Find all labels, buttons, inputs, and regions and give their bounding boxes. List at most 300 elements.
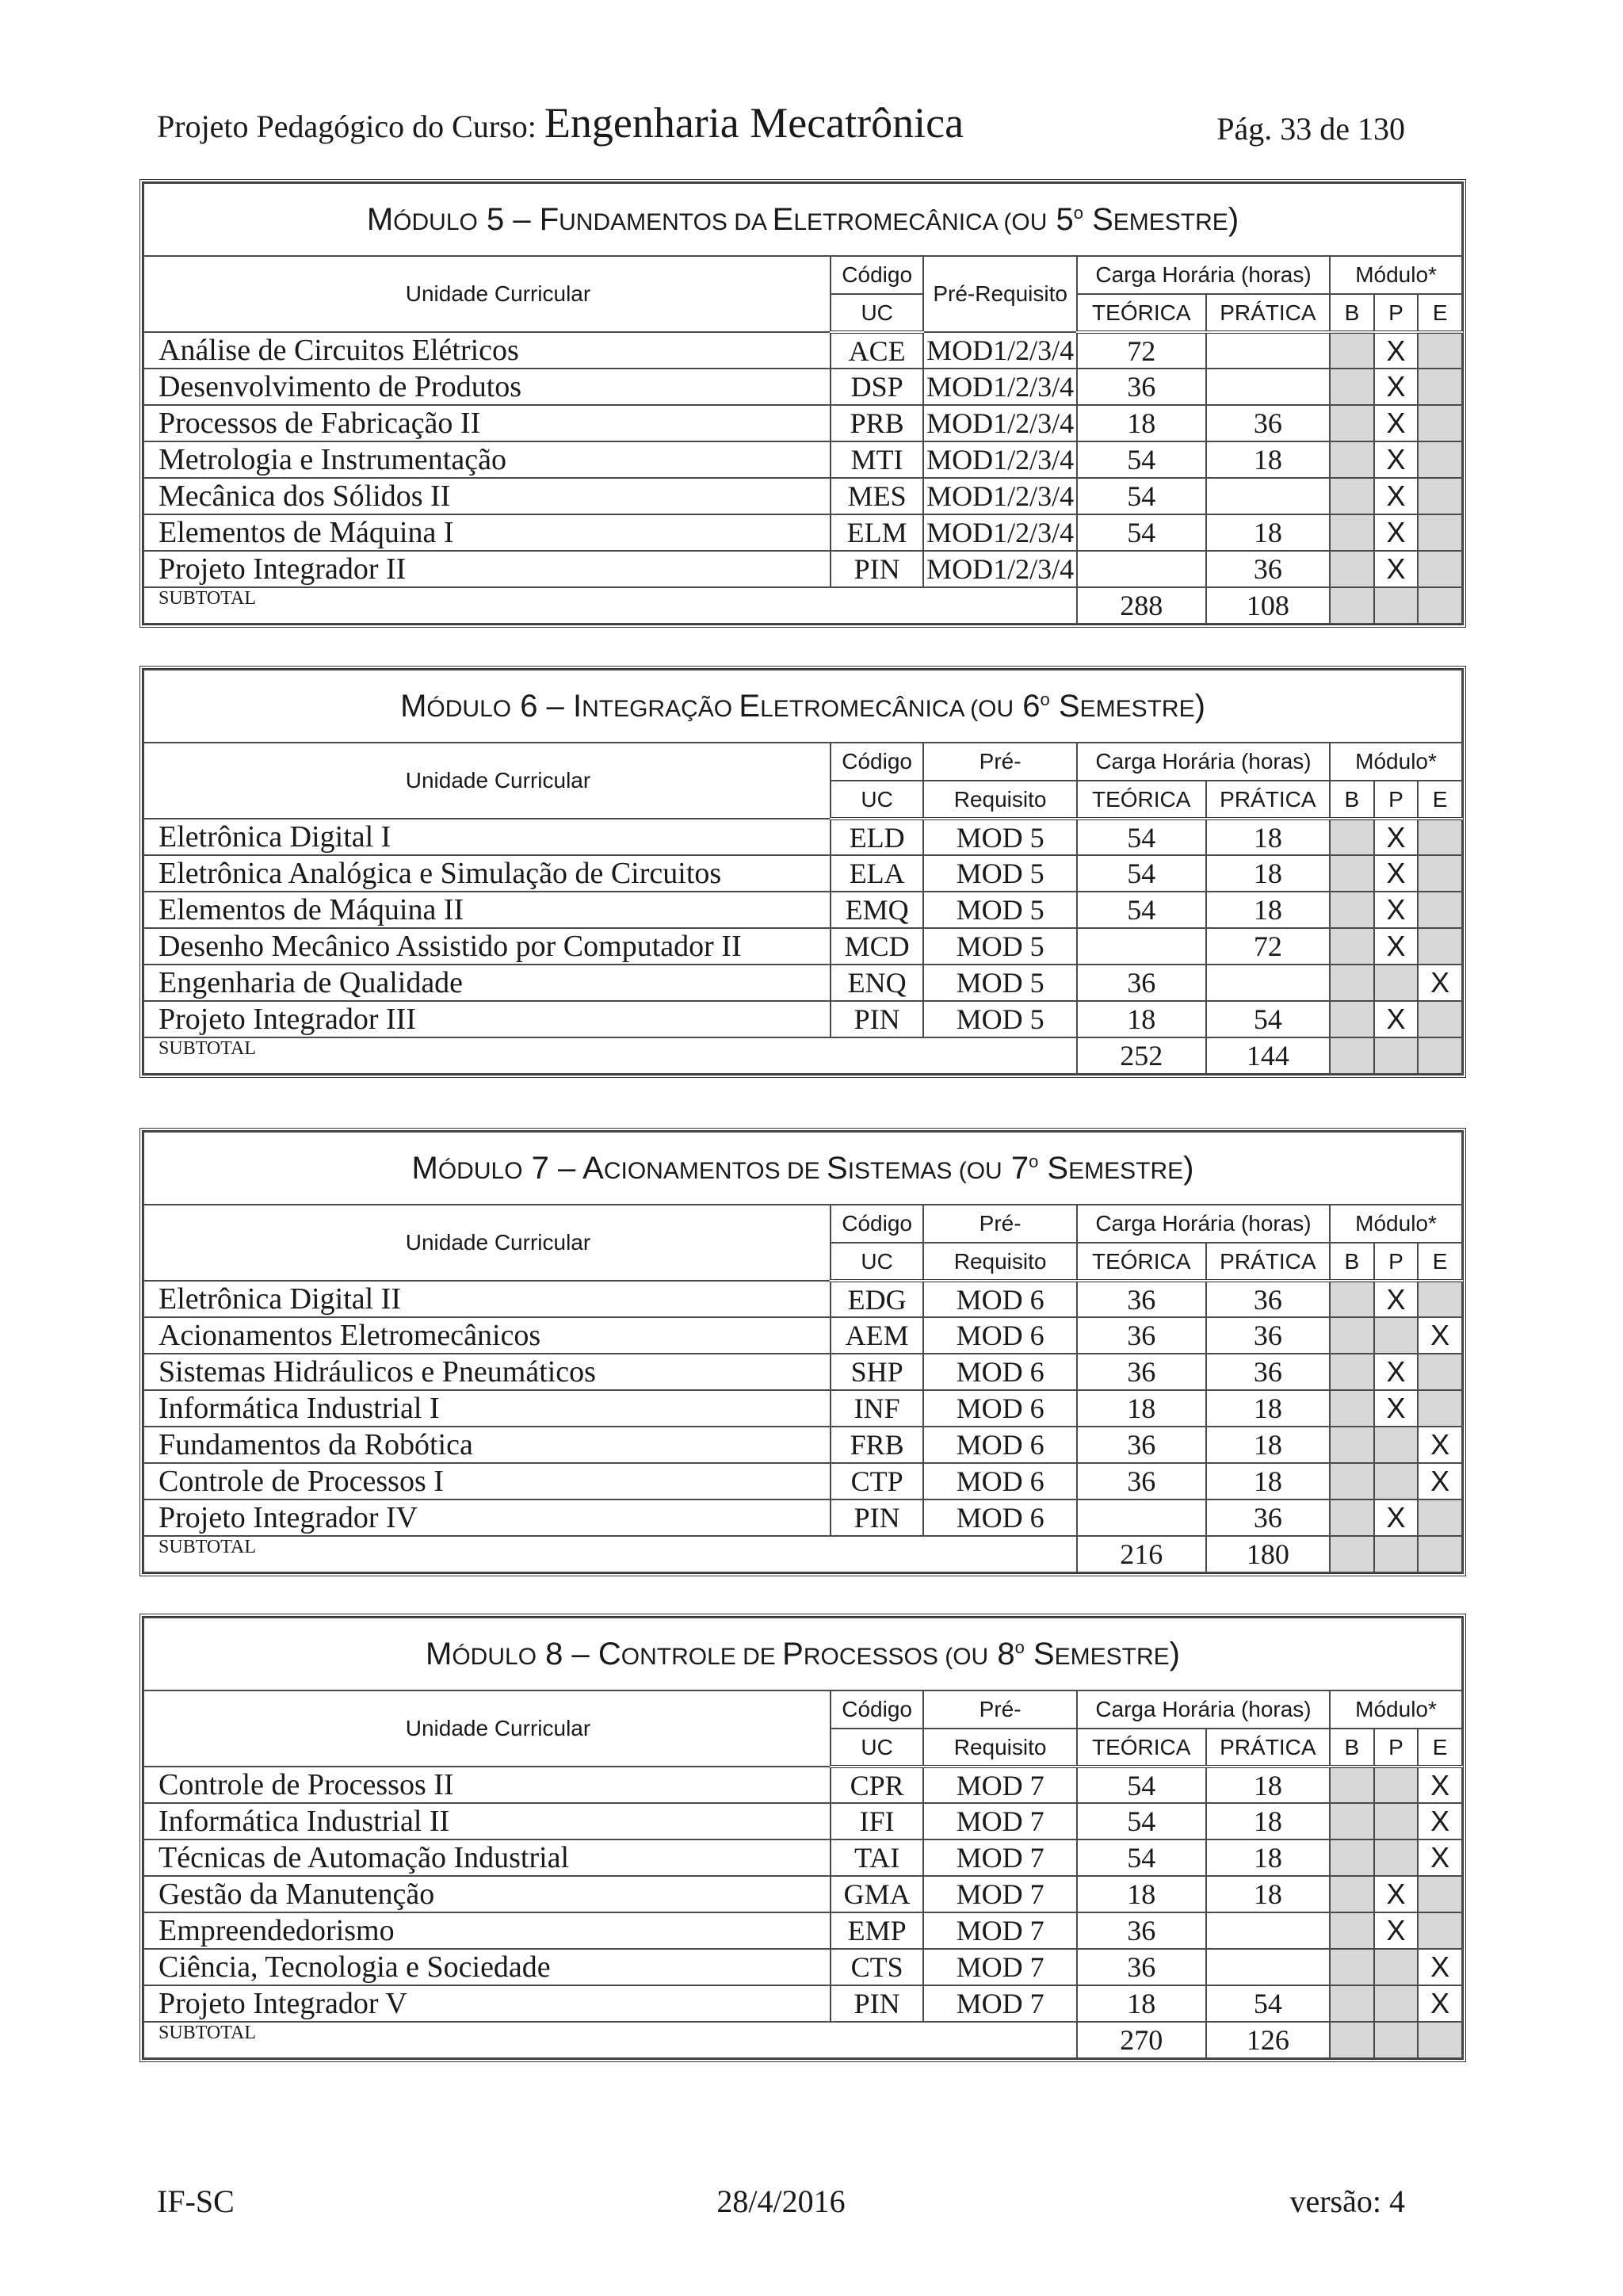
module-title-part: 5 [1047,201,1074,237]
module-title-part: ISTEMAS ( [847,1157,967,1184]
col-header-p: P [1374,781,1419,819]
codigo-cell: DSP [831,369,923,405]
unidade-curricular-cell: Mecânica dos Sólidos II [143,478,831,514]
modulo-b-cell [1330,1001,1374,1037]
modulo-p-cell: X [1374,1281,1419,1317]
codigo-cell: PIN [831,1985,923,2022]
pratica-cell: 18 [1206,441,1331,478]
module-title [143,1132,1462,1205]
unidade-curricular-cell: Técnicas de Automação Industrial [143,1839,831,1876]
pratica-cell: 36 [1206,405,1331,441]
modulo-b-cell [1330,551,1374,587]
codigo-cell: EMP [831,1912,923,1949]
table-row [143,405,1462,441]
pre-requisito-cell: MOD1/2/3/4 [923,405,1077,441]
col-header-pratica-initial: P [1220,1734,1235,1759]
module-title-part: OU [978,695,1014,722]
module-title-part: EMESTRE [1113,208,1228,235]
pratica-cell: 18 [1206,514,1331,551]
col-header-carga-horaria: Carga Horária (horas) [1077,1205,1330,1243]
subtotal-p [1374,587,1419,624]
col-header-b: B [1330,781,1374,819]
table-row [143,1427,1462,1463]
modulo-e-cell: X [1418,1839,1462,1876]
codigo-cell: GMA [831,1876,923,1912]
document-title [157,98,964,147]
pratica-cell: 36 [1206,551,1331,587]
subtotal-b [1330,1037,1374,1074]
teorica-cell: 54 [1077,1767,1206,1803]
modulo-e-cell [1418,405,1462,441]
modulo-b-cell [1330,1985,1374,2022]
col-header-carga-horaria: Carga Horária (horas) [1077,256,1330,294]
table-row [143,369,1462,405]
module-title-part: ÓDULO [393,208,478,235]
teorica-cell: 54 [1077,855,1206,892]
codigo-cell: MES [831,478,923,514]
modulo-e-cell [1418,1001,1462,1037]
modulo-p-cell [1374,1463,1419,1499]
col-header-pratica-initial: P [1220,300,1235,325]
pratica-cell: 36 [1206,1499,1331,1536]
modulo-b-cell [1330,1767,1374,1803]
subtotal-label-initial: S [158,1537,170,1557]
modulo-p-cell: X [1374,1876,1419,1912]
modulo-e-cell [1418,819,1462,855]
modulo-b-cell [1330,405,1374,441]
col-header-codigo-uc: UC [831,294,923,332]
modulo-p-cell: X [1374,928,1419,965]
codigo-cell: ELM [831,514,923,551]
page-footer [157,2183,1405,2230]
table-row [143,1463,1462,1499]
pre-requisito-cell: MOD 5 [923,1001,1077,1037]
pratica-cell [1206,1949,1331,1985]
module-title-part: ) [1183,1150,1194,1186]
col-header-unidade-curricular: Unidade Curricular [143,743,831,819]
col-header-teorica-initial: T [1092,300,1106,325]
teorica-cell: 36 [1077,1949,1206,1985]
pratica-cell: 36 [1206,1354,1331,1390]
subtotal-pratica: 126 [1206,2022,1331,2058]
modulo-p-cell: X [1374,1499,1419,1536]
modulo-p-cell [1374,1317,1419,1354]
pre-requisito-cell: MOD1/2/3/4 [923,369,1077,405]
col-header-b: B [1330,294,1374,332]
table-row [143,928,1462,965]
pratica-cell: 54 [1206,1985,1331,2022]
codigo-cell: TAI [831,1839,923,1876]
subtotal-label-rest: UBTOTAL [169,588,256,609]
subtotal-e [1418,1536,1462,1572]
subtotal-b [1330,2022,1374,2058]
modulo-b-cell [1330,892,1374,928]
pre-requisito-cell: MOD 6 [923,1281,1077,1317]
codigo-cell: CPR [831,1767,923,1803]
unidade-curricular-cell: Projeto Integrador II [143,551,831,587]
codigo-cell: CTP [831,1463,923,1499]
unidade-curricular-cell: Acionamentos Eletromecânicos [143,1317,831,1354]
pratica-cell: 18 [1206,1427,1331,1463]
teorica-cell: 36 [1077,965,1206,1001]
unidade-curricular-cell: Projeto Integrador IV [143,1499,831,1536]
modulo-b-cell [1330,332,1374,369]
subtotal-e [1418,1037,1462,1074]
table-row [143,1839,1462,1876]
pre-requisito-cell: MOD 7 [923,1803,1077,1839]
subtotal-label-initial: S [158,2023,170,2043]
module-title-part: ÓDULO [452,1643,537,1670]
col-header-modulo: Módulo* [1330,256,1462,294]
col-header-teorica-rest: EÓRICA [1106,1734,1191,1759]
modulo-e-cell: X [1418,1949,1462,1985]
module-title-part: A [582,1150,604,1186]
unidade-curricular-cell: Gestão da Manutenção [143,1876,831,1912]
table-row [143,1499,1462,1536]
module-table-8 [139,1614,1466,2062]
module-title-part: ONTROLE DE [621,1643,783,1670]
module-title-part: ) [1169,1636,1180,1671]
footer-date: 28/4/2016 [716,2183,846,2219]
col-header-codigo: Código [831,1690,923,1729]
unidade-curricular-cell: Eletrônica Analógica e Simulação de Circuitos [143,855,831,892]
table-row [143,1317,1462,1354]
col-header-teorica [1077,294,1206,332]
table-row [143,1803,1462,1839]
module-title-part: LETROMECÂNICA ( [793,208,1012,235]
pratica-cell: 54 [1206,1001,1331,1037]
unidade-curricular-cell: Engenharia de Qualidade [143,965,831,1001]
modulo-e-cell: X [1418,1985,1462,2022]
codigo-cell: EDG [831,1281,923,1317]
module-title-part: OU [966,1157,1002,1184]
pratica-cell: 18 [1206,892,1331,928]
table-row [143,1354,1462,1390]
module-title-part: M [366,201,394,237]
codigo-cell: MTI [831,441,923,478]
modulo-b-cell [1330,369,1374,405]
pratica-cell: 18 [1206,1463,1331,1499]
modulo-e-cell [1418,478,1462,514]
unidade-curricular-cell: Metrologia e Instrumentação [143,441,831,478]
col-header-requisito: Requisito [923,1729,1077,1767]
pratica-cell: 36 [1206,1317,1331,1354]
teorica-cell: 18 [1077,1001,1206,1037]
pre-requisito-cell: MOD 7 [923,1767,1077,1803]
pre-requisito-cell: MOD 6 [923,1317,1077,1354]
subtotal-e [1418,587,1462,624]
modulo-e-cell: X [1418,965,1462,1001]
footer-institution: IF-SC [157,2183,235,2219]
codigo-cell: AEM [831,1317,923,1354]
modulo-b-cell [1330,928,1374,965]
teorica-cell: 72 [1077,332,1206,369]
module-title-part: o [1029,1151,1039,1171]
teorica-cell: 18 [1077,1390,1206,1427]
subtotal-teorica: 288 [1077,587,1206,624]
pre-requisito-cell: MOD 5 [923,965,1077,1001]
subtotal-label-rest: UBTOTAL [169,1038,256,1059]
modulo-b-cell [1330,965,1374,1001]
module-title-part: EMESTRE [1079,695,1195,722]
modulo-e-cell: X [1418,1463,1462,1499]
teorica-cell: 54 [1077,1803,1206,1839]
col-header-pratica-rest: RÁTICA [1234,786,1316,812]
unidade-curricular-cell: Fundamentos da Robótica [143,1427,831,1463]
col-header-carga-horaria: Carga Horária (horas) [1077,743,1330,781]
col-header-e: E [1418,781,1462,819]
pre-requisito-cell: MOD 6 [923,1499,1077,1536]
codigo-cell: PRB [831,405,923,441]
col-header-teorica [1077,781,1206,819]
modulo-e-cell: X [1418,1317,1462,1354]
modulo-e-cell [1418,1876,1462,1912]
document-title-prefix: Projeto Pedagógico do Curso: [157,109,544,144]
unidade-curricular-cell: Empreendedorismo [143,1912,831,1949]
module-title-part: M [400,688,427,724]
pratica-cell [1206,369,1331,405]
modulo-p-cell [1374,1427,1419,1463]
modulo-b-cell [1330,1839,1374,1876]
pre-requisito-cell: MOD 6 [923,1390,1077,1427]
teorica-cell: 54 [1077,892,1206,928]
col-header-codigo: Código [831,256,923,294]
table-row [143,1949,1462,1985]
pre-requisito-cell: MOD 5 [923,819,1077,855]
table-row [143,1390,1462,1427]
table-row [143,1985,1462,2022]
modulo-p-cell [1374,965,1419,1001]
pratica-cell: 36 [1206,1281,1331,1317]
page-header [157,100,1405,155]
modulo-e-cell [1418,928,1462,965]
module-title [143,183,1462,256]
teorica-cell: 36 [1077,1427,1206,1463]
pratica-cell: 18 [1206,1839,1331,1876]
table-row [143,551,1462,587]
pre-requisito-cell: MOD 7 [923,1912,1077,1949]
subtotal-pratica: 144 [1206,1037,1331,1074]
module-title-part: I [572,688,582,724]
table-row [143,892,1462,928]
col-header-teorica-rest: EÓRICA [1106,786,1191,812]
col-header-requisito: Requisito [923,781,1077,819]
subtotal-b [1330,587,1374,624]
teorica-cell: 54 [1077,441,1206,478]
module-title [143,1618,1462,1690]
module-title-part: o [1014,1637,1025,1657]
module-title-part: S [1038,1150,1069,1186]
modulo-e-cell [1418,514,1462,551]
col-header-teorica [1077,1729,1206,1767]
pratica-cell [1206,332,1331,369]
module-title-part: 7 – [522,1150,583,1186]
subtotal-pratica: 180 [1206,1536,1331,1572]
modulo-e-cell [1418,1390,1462,1427]
pratica-cell [1206,478,1331,514]
subtotal-teorica: 252 [1077,1037,1206,1074]
modulo-b-cell [1330,819,1374,855]
teorica-cell: 36 [1077,1281,1206,1317]
teorica-cell: 36 [1077,1354,1206,1390]
col-header-unidade-curricular: Unidade Curricular [143,1205,831,1281]
modulo-e-cell [1418,332,1462,369]
col-header-codigo-uc: UC [831,1729,923,1767]
teorica-cell [1077,551,1206,587]
table-row [143,855,1462,892]
subtotal-label-rest: UBTOTAL [169,2023,256,2043]
unidade-curricular-cell: Elementos de Máquina II [143,892,831,928]
subtotal-label [143,1037,1077,1074]
teorica-cell: 18 [1077,1985,1206,2022]
module-title-part: EMESTRE [1054,1643,1170,1670]
pratica-cell: 18 [1206,1390,1331,1427]
modulo-b-cell [1330,1281,1374,1317]
col-header-requisito: Requisito [923,1243,1077,1281]
pre-requisito-cell: MOD 6 [923,1427,1077,1463]
module-title-part: o [1040,689,1050,709]
modulo-e-cell [1418,441,1462,478]
pre-requisito-cell: MOD1/2/3/4 [923,478,1077,514]
col-header-unidade-curricular: Unidade Curricular [143,1690,831,1767]
pre-requisito-cell: MOD1/2/3/4 [923,551,1077,587]
unidade-curricular-cell: Eletrônica Digital II [143,1281,831,1317]
pre-requisito-cell: MOD 6 [923,1354,1077,1390]
col-header-e: E [1418,1243,1462,1281]
module-title-part: E [772,201,794,237]
pre-requisito-cell: MOD1/2/3/4 [923,514,1077,551]
module-title-part: ) [1228,201,1239,237]
module-title-part: P [782,1636,804,1671]
pratica-cell [1206,965,1331,1001]
unidade-curricular-cell: Projeto Integrador V [143,1985,831,2022]
col-header-p: P [1374,1243,1419,1281]
teorica-cell: 54 [1077,478,1206,514]
module-table-5 [139,179,1466,628]
modulo-e-cell [1418,855,1462,892]
teorica-cell: 54 [1077,819,1206,855]
subtotal-label [143,587,1077,624]
pre-requisito-cell: MOD 7 [923,1839,1077,1876]
unidade-curricular-cell: Desenho Mecânico Assistido por Computador II [143,928,831,965]
module-title-part: EMESTRE [1068,1157,1184,1184]
course-name: Engenharia Mecatrônica [544,99,964,147]
modulo-p-cell: X [1374,855,1419,892]
modulo-p-cell [1374,1803,1419,1839]
col-header-modulo: Módulo* [1330,743,1462,781]
module-title-part: ROCESSOS ( [803,1643,953,1670]
pratica-cell: 18 [1206,1803,1331,1839]
col-header-teorica-rest: EÓRICA [1106,1248,1191,1274]
modulo-p-cell: X [1374,405,1419,441]
table-row [143,819,1462,855]
pre-requisito-cell: MOD 5 [923,928,1077,965]
modulo-b-cell [1330,1499,1374,1536]
module-title [143,670,1462,743]
unidade-curricular-cell: Projeto Integrador III [143,1001,831,1037]
module-title-part: LETROMECÂNICA ( [760,695,979,722]
module-title-part: F [539,201,559,237]
modulo-e-cell [1418,1354,1462,1390]
module-title-part: C [598,1636,621,1671]
unidade-curricular-cell: Análise de Circuitos Elétricos [143,332,831,369]
codigo-cell: MCD [831,928,923,965]
modulo-b-cell [1330,1317,1374,1354]
subtotal-p [1374,1037,1419,1074]
col-header-carga-horaria: Carga Horária (horas) [1077,1690,1330,1729]
table-row [143,441,1462,478]
codigo-cell: PIN [831,1499,923,1536]
module-title-part: ÓDULO [437,1157,523,1184]
table-row [143,1876,1462,1912]
modulo-p-cell: X [1374,441,1419,478]
col-header-modulo: Módulo* [1330,1205,1462,1243]
col-header-pre-requisito: Pré-Requisito [923,256,1077,332]
codigo-cell: ELD [831,819,923,855]
codigo-cell: EMQ [831,892,923,928]
modulo-p-cell: X [1374,892,1419,928]
col-header-pratica-rest: RÁTICA [1234,300,1316,325]
modulo-b-cell [1330,441,1374,478]
pratica-cell: 18 [1206,1767,1331,1803]
subtotal-label-initial: S [158,1038,170,1059]
table-row [143,965,1462,1001]
table-row [143,332,1462,369]
teorica-cell [1077,1499,1206,1536]
col-header-teorica-initial: T [1091,1248,1106,1274]
subtotal-label [143,1536,1077,1572]
teorica-cell: 54 [1077,1839,1206,1876]
modulo-b-cell [1330,1876,1374,1912]
modulo-e-cell: X [1418,1427,1462,1463]
col-header-unidade-curricular: Unidade Curricular [143,256,831,332]
module-title-part: ) [1194,688,1205,724]
col-header-teorica-initial: T [1091,786,1106,812]
modulo-p-cell: X [1374,332,1419,369]
pre-requisito-cell: MOD1/2/3/4 [923,332,1077,369]
pre-requisito-cell: MOD 5 [923,855,1077,892]
modulo-p-cell: X [1374,369,1419,405]
col-header-teorica-rest: EÓRICA [1106,300,1191,325]
subtotal-label-initial: S [158,588,170,609]
teorica-cell: 36 [1077,1463,1206,1499]
subtotal-teorica: 216 [1077,1536,1206,1572]
module-title-part: S [827,1150,848,1186]
col-header-pratica-initial: P [1220,786,1235,812]
col-header-modulo: Módulo* [1330,1690,1462,1729]
modulo-e-cell [1418,1499,1462,1536]
modulo-b-cell [1330,855,1374,892]
module-title-part: 6 [1014,688,1041,724]
teorica-cell: 54 [1077,514,1206,551]
unidade-curricular-cell: Eletrônica Digital I [143,819,831,855]
teorica-cell: 18 [1077,405,1206,441]
module-title-part: M [426,1636,453,1671]
module-title-part: CIONAMENTOS DE [603,1157,827,1184]
codigo-cell: INF [831,1390,923,1427]
unidade-curricular-cell: Controle de Processos I [143,1463,831,1499]
codigo-cell: IFI [831,1803,923,1839]
col-header-pre-requisito: Pré- [923,1690,1077,1729]
table-row [143,1767,1462,1803]
teorica-cell [1077,928,1206,965]
modulo-p-cell [1374,1767,1419,1803]
pratica-cell: 18 [1206,855,1331,892]
subtotal-e [1418,2022,1462,2058]
unidade-curricular-cell: Processos de Fabricação II [143,405,831,441]
subtotal-b [1330,1536,1374,1572]
modulo-e-cell: X [1418,1803,1462,1839]
